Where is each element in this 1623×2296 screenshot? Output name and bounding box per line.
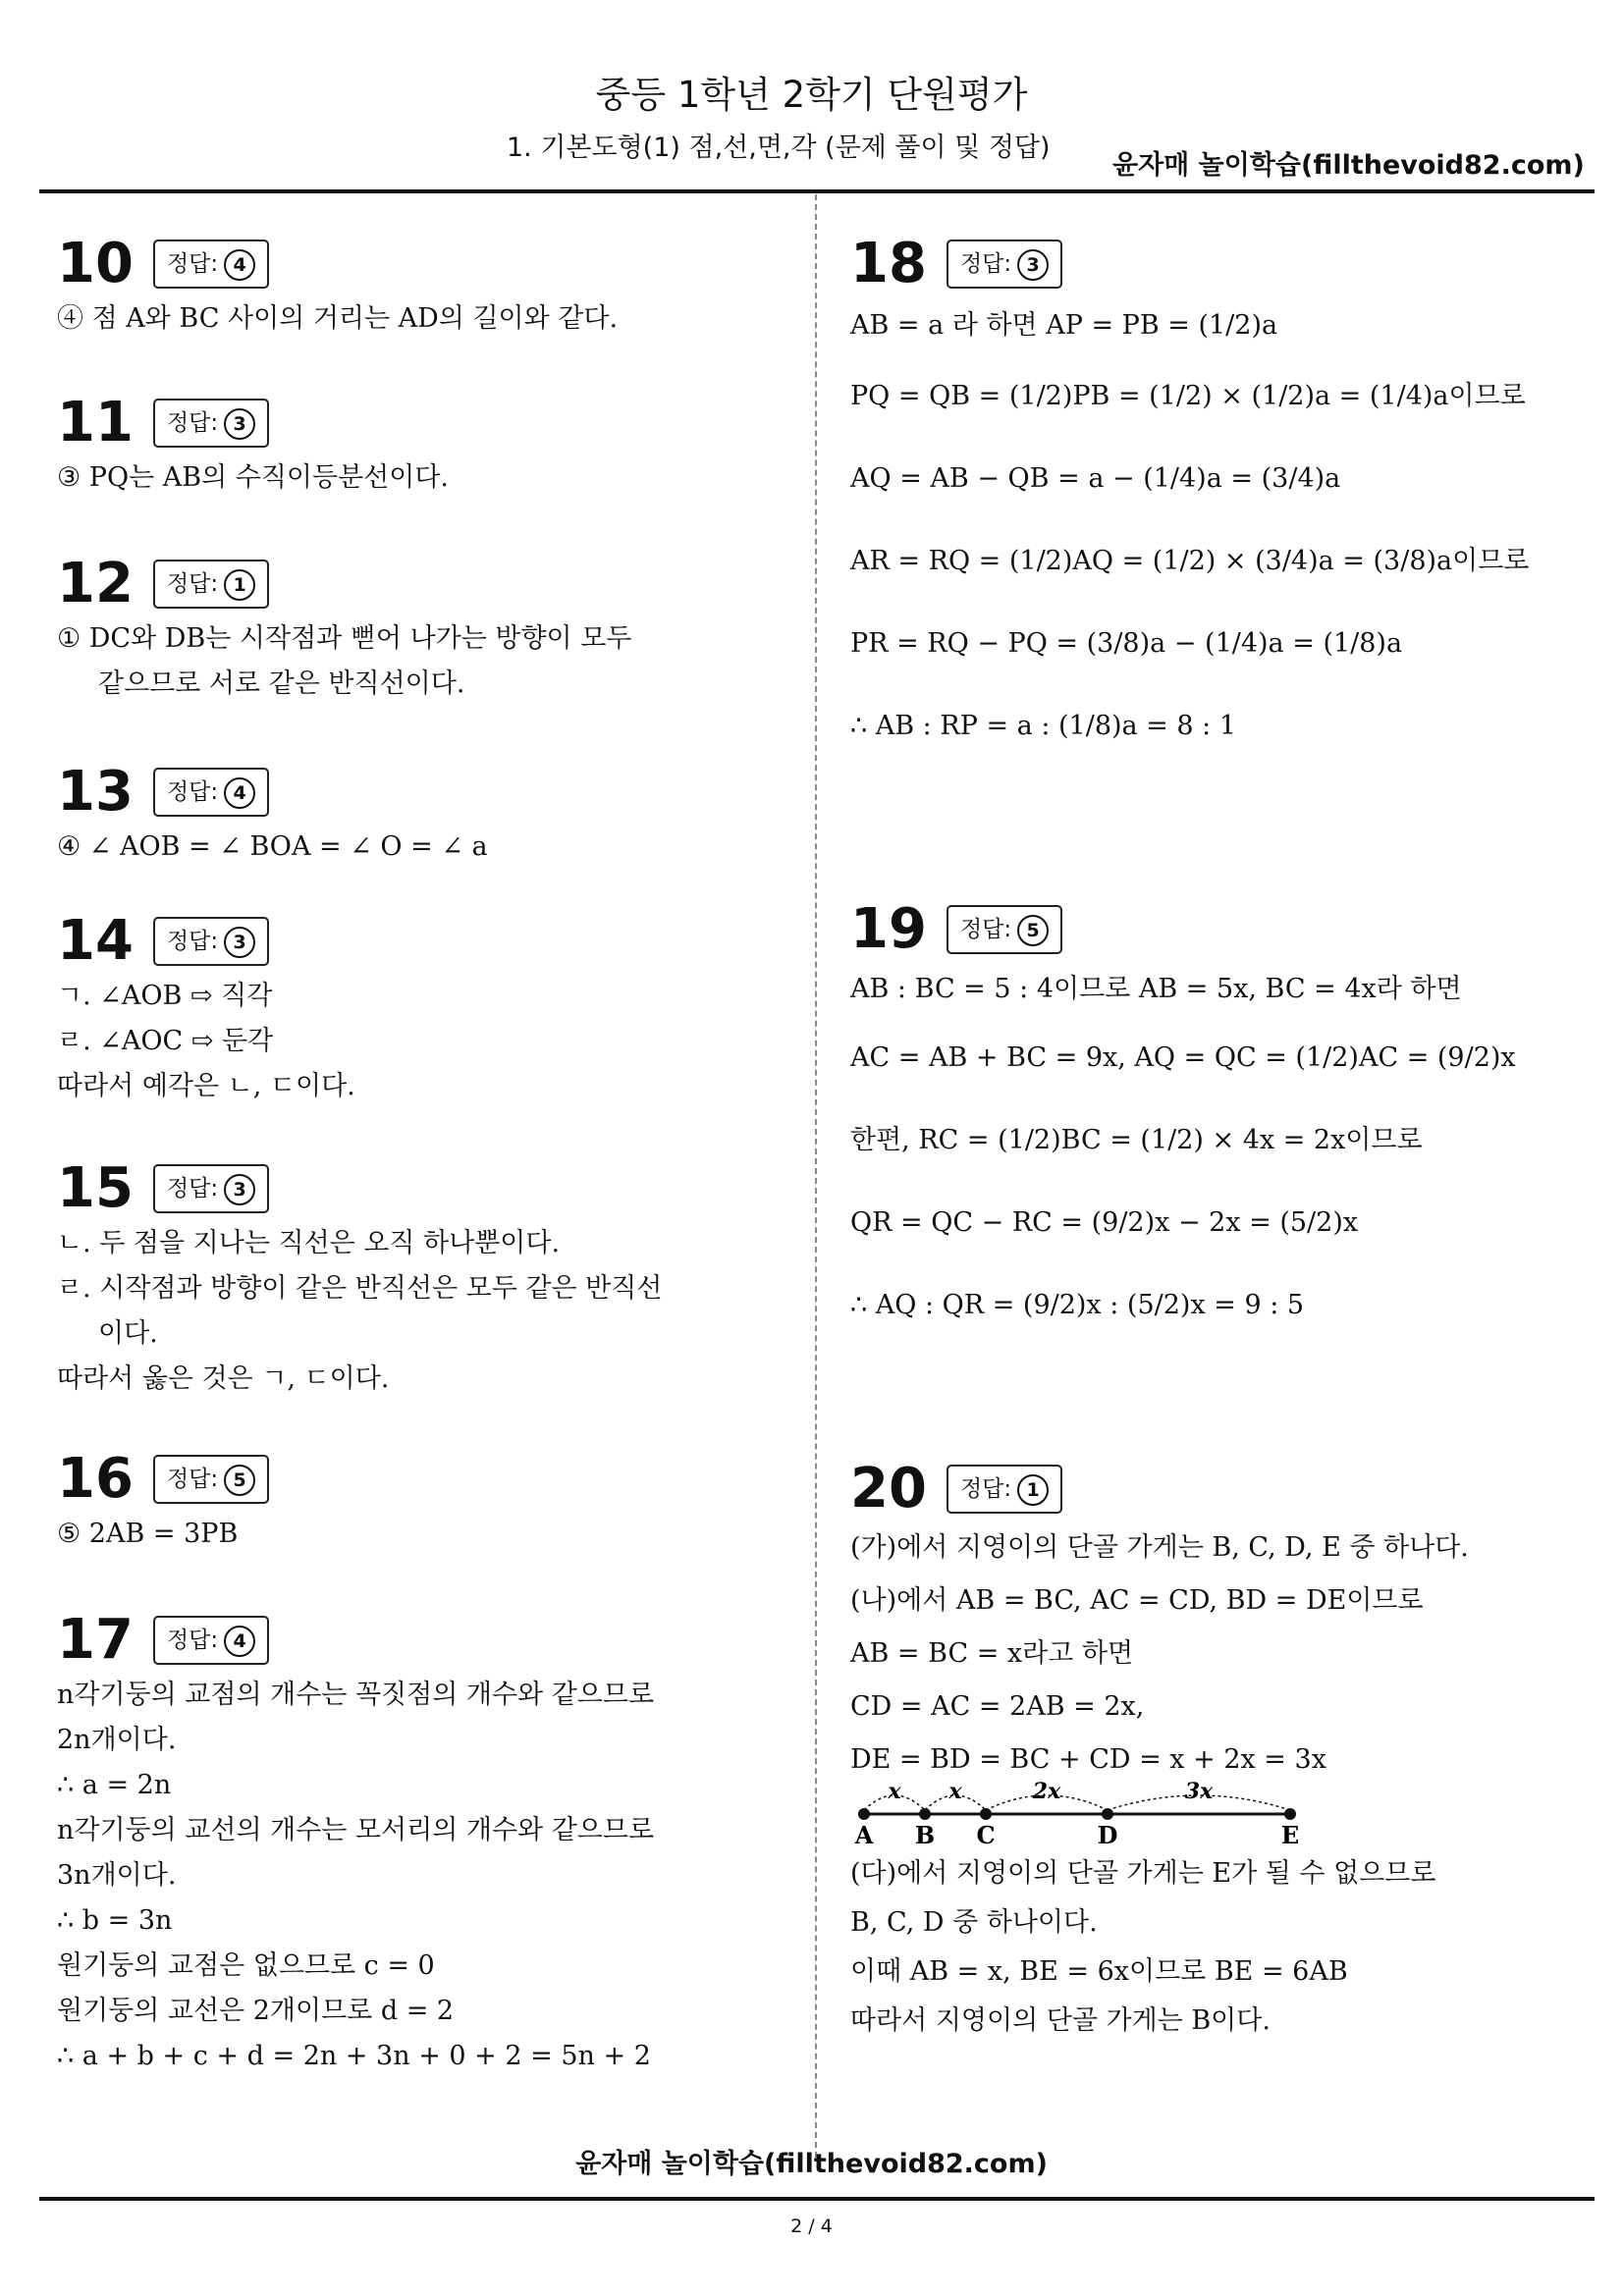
segment-length-label: x bbox=[948, 1779, 962, 1804]
problem-number: 13 bbox=[57, 760, 134, 824]
segment-point-label: D bbox=[1097, 1821, 1118, 1849]
answer-circle: 3 bbox=[224, 1174, 255, 1205]
answer-badge: 정답: 5 bbox=[947, 905, 1062, 954]
problem-12 bbox=[57, 552, 744, 707]
answer-badge: 정답: 3 bbox=[153, 917, 269, 966]
solution-line: CD = AC = 2AB = 2x, bbox=[850, 1691, 1145, 1722]
solution-line: AC = AB + BC = 9x, AQ = QC = (1/2)AC = (9/2)x bbox=[850, 1042, 1516, 1073]
segment-length-label: 2x bbox=[1032, 1779, 1061, 1804]
column-divider bbox=[815, 194, 817, 2158]
segment-point-label: E bbox=[1280, 1821, 1300, 1849]
segment-point bbox=[919, 1808, 931, 1820]
answer-badge: 정답: 5 bbox=[153, 1455, 269, 1504]
problem-17 bbox=[57, 1608, 744, 2079]
solution-line: (가)에서 지영이의 단골 가게는 B, C, D, E 중 하나다. bbox=[850, 1532, 1469, 1563]
solution-line: (다)에서 지영이의 단골 가게는 E가 될 수 없으므로 bbox=[850, 1858, 1436, 1889]
problem-10 bbox=[57, 232, 744, 342]
answer-circle: 4 bbox=[224, 1626, 255, 1657]
answer-circle: 5 bbox=[1017, 915, 1049, 946]
solution-line: B, C, D 중 하나이다. bbox=[850, 1907, 1098, 1938]
problem-19 bbox=[850, 897, 1538, 1347]
segment-figure bbox=[854, 1779, 1306, 1849]
solution-line: ① DC와 DB는 시작점과 뻗어 나가는 방향이 모두 bbox=[57, 623, 632, 654]
solution-line: ㄹ. ∠AOC ⇨ 둔각 bbox=[57, 1026, 274, 1056]
solution-line: n각기둥의 교선의 개수는 모서리의 개수와 같으므로 bbox=[57, 1815, 655, 1845]
solution-line: ∴ a = 2n bbox=[57, 1770, 172, 1800]
segment-length-label: x bbox=[888, 1779, 901, 1804]
problem-11 bbox=[57, 391, 744, 501]
answer-circle: 5 bbox=[224, 1465, 255, 1496]
problem-number: 15 bbox=[57, 1156, 134, 1220]
solution-line: AB = BC = x라고 하면 bbox=[850, 1638, 1134, 1669]
problem-number: 10 bbox=[57, 232, 134, 295]
answer-badge: 정답: 1 bbox=[947, 1465, 1062, 1514]
solution-line: (나)에서 AB = BC, AC = CD, BD = DE이므로 bbox=[850, 1585, 1424, 1616]
solution-line: 이때 AB = x, BE = 6x이므로 BE = 6AB bbox=[850, 1956, 1348, 1987]
solution-line: ③ PQ는 AB의 수직이등분선이다. bbox=[57, 462, 449, 493]
problem-number: 17 bbox=[57, 1608, 134, 1672]
solution-line: 2n개이다. bbox=[57, 1725, 177, 1755]
answer-circle: 1 bbox=[1017, 1474, 1049, 1506]
answer-circle: 3 bbox=[1017, 249, 1049, 281]
solution-line: PR = RQ − PQ = (3/8)a − (1/4)a = (1/8)a bbox=[850, 628, 1403, 659]
answer-circle: 3 bbox=[224, 408, 255, 440]
solution-line: 원기둥의 교선은 2개이므로 d = 2 bbox=[57, 1996, 455, 2026]
answer-circle: 4 bbox=[224, 777, 255, 809]
segment-point-label: B bbox=[914, 1821, 936, 1849]
segment-point bbox=[858, 1808, 870, 1820]
solution-line: ∴ AQ : QR = (9/2)x : (5/2)x = 9 : 5 bbox=[850, 1290, 1305, 1320]
solution-line: 원기둥의 교점은 없으므로 c = 0 bbox=[57, 1950, 435, 1981]
answer-badge: 정답: 3 bbox=[153, 399, 269, 448]
segment-point bbox=[1284, 1808, 1296, 1820]
solution-line: 따라서 옳은 것은 ㄱ, ㄷ이다. bbox=[57, 1363, 390, 1394]
problem-14 bbox=[57, 909, 744, 1109]
segment-point-label: C bbox=[976, 1821, 996, 1849]
answer-badge: 정답: 3 bbox=[947, 240, 1062, 289]
answer-circle: 1 bbox=[224, 569, 255, 601]
solution-line: ∴ b = 3n bbox=[57, 1905, 173, 1936]
solution-line: AB = a 라 하면 AP = PB = (1/2)a bbox=[850, 310, 1278, 341]
solution-line: ∴ a + b + c + d = 2n + 3n + 0 + 2 = 5n + 2 bbox=[57, 2041, 651, 2071]
problem-20 bbox=[850, 1457, 1538, 1787]
segment-arcs bbox=[864, 1779, 1290, 1810]
solution-line: 한편, RC = (1/2)BC = (1/2) × 4x = 2x이므로 bbox=[850, 1125, 1423, 1155]
problem-number: 12 bbox=[57, 552, 134, 615]
solution-line: ⑤ 2AB = 3PB bbox=[57, 1519, 239, 1549]
problem-number: 16 bbox=[57, 1447, 134, 1511]
problem-15 bbox=[57, 1156, 744, 1402]
segment-point bbox=[980, 1808, 992, 1820]
answer-circle: 4 bbox=[224, 249, 255, 281]
answer-badge: 정답: 1 bbox=[153, 560, 269, 609]
solution-line: 3n개이다. bbox=[57, 1860, 177, 1891]
solution-line: ㄹ. 시작점과 방향이 같은 반직선은 모두 같은 반직선 bbox=[57, 1273, 663, 1304]
solution-line: AQ = AB − QB = a − (1/4)a = (3/4)a bbox=[850, 463, 1341, 494]
problem-number: 11 bbox=[57, 391, 134, 454]
answer-badge: 정답: 4 bbox=[153, 768, 269, 817]
solution-line: n각기둥의 교점의 개수는 꼭짓점의 개수와 같으므로 bbox=[57, 1680, 655, 1710]
problem-18 bbox=[850, 232, 1538, 768]
problem-number: 18 bbox=[850, 232, 927, 295]
answer-badge: 정답: 4 bbox=[153, 240, 269, 289]
problem-20-continued bbox=[850, 1849, 1538, 2046]
answer-badge: 정답: 3 bbox=[153, 1164, 269, 1213]
answer-circle: 3 bbox=[224, 927, 255, 958]
solution-line: ④ ∠ AOB = ∠ BOA = ∠ O = ∠ a bbox=[57, 831, 488, 862]
footer-rule bbox=[39, 2197, 1595, 2201]
solution-line: ∴ AB : RP = a : (1/8)a = 8 : 1 bbox=[850, 711, 1237, 741]
header-brand: 윤자매 놀이학습(fillthevoid82.com) bbox=[1112, 150, 1585, 181]
solution-line: AB : BC = 5 : 4이므로 AB = 5x, BC = 4x라 하면 bbox=[850, 974, 1462, 1004]
problem-13 bbox=[57, 760, 744, 870]
solution-line: DE = BD = BC + CD = x + 2x = 3x bbox=[850, 1744, 1326, 1775]
solution-line: 이다. bbox=[98, 1318, 158, 1349]
segment-point bbox=[1102, 1808, 1113, 1820]
segment-length-label: 3x bbox=[1184, 1779, 1214, 1804]
problem-number: 19 bbox=[850, 897, 927, 961]
answer-badge: 정답: 4 bbox=[153, 1616, 269, 1665]
solution-line: 따라서 예각은 ㄴ, ㄷ이다. bbox=[57, 1071, 355, 1101]
solution-line: ㄱ. ∠AOB ⇨ 직각 bbox=[57, 981, 273, 1011]
solution-line: ㄴ. 두 점을 지나는 직선은 오직 하나뿐이다. bbox=[57, 1228, 561, 1258]
document-subtitle: 1. 기본도형(1) 점,선,면,각 (문제 풀이 및 정답) bbox=[507, 133, 1051, 163]
solution-line: ④ 점 A와 BC 사이의 거리는 AD의 길이와 같다. bbox=[57, 303, 619, 334]
solution-line: 따라서 지영이의 단골 가게는 B이다. bbox=[850, 2005, 1271, 2036]
problem-number: 14 bbox=[57, 909, 134, 973]
document-title: 중등 1학년 2학기 단원평가 bbox=[595, 74, 1028, 116]
solution-line: 같으므로 서로 같은 반직선이다. bbox=[98, 668, 465, 699]
solution-line: QR = QC − RC = (9/2)x − 2x = (5/2)x bbox=[850, 1207, 1359, 1238]
problem-number: 20 bbox=[850, 1457, 927, 1521]
solution-line: AR = RQ = (1/2)AQ = (1/2) × (3/4)a = (3/8)a이므로 bbox=[850, 546, 1530, 576]
solution-line: PQ = QB = (1/2)PB = (1/2) × (1/2)a = (1/4)a이므로 bbox=[850, 381, 1526, 411]
page-number: 2 / 4 bbox=[790, 2216, 833, 2237]
problem-16 bbox=[57, 1447, 744, 1557]
header-rule bbox=[39, 189, 1595, 193]
footer-brand: 윤자매 놀이학습(fillthevoid82.com) bbox=[575, 2149, 1048, 2179]
segment-point-label: A bbox=[854, 1821, 874, 1849]
